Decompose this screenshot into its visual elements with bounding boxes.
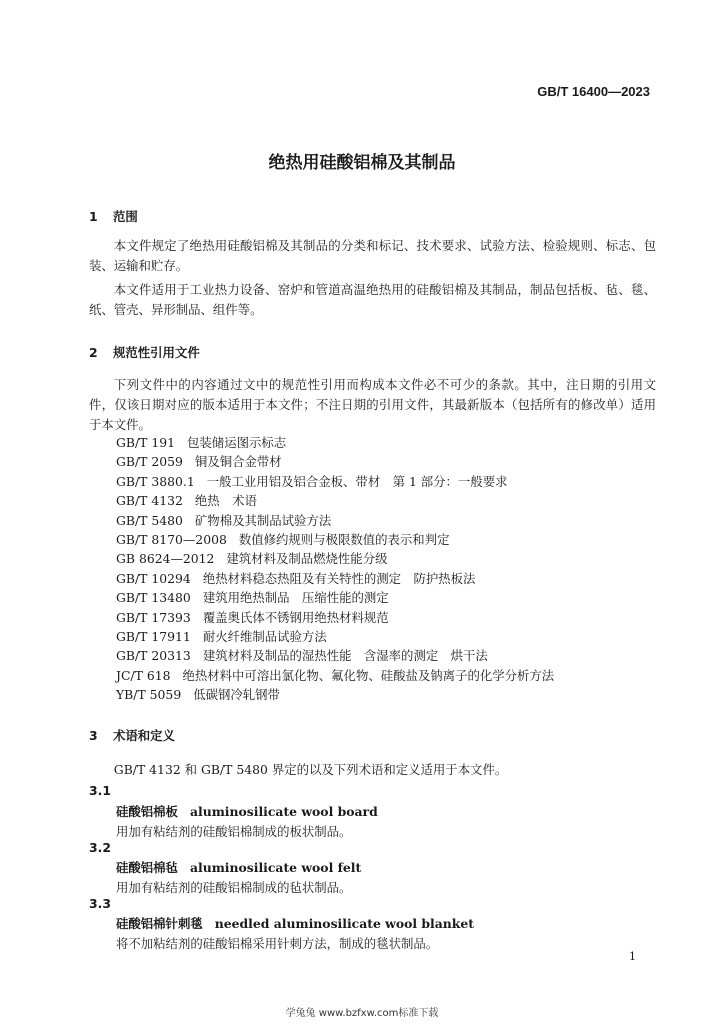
reference-item: [116, 588, 389, 608]
reference-item: [116, 491, 257, 511]
reference-title: 一般工业用铝及铝合金板、带材 第 1 部分：一般要求: [206, 473, 508, 489]
reference-title: 绝热材料中可溶出氯化物、氟化物、硅酸盐及钠离子的化学分析方法: [182, 667, 555, 683]
reference-title: 包装储运图示标志: [187, 435, 287, 450]
reference-title: 矿物棉及其制品试验方法: [194, 512, 332, 528]
scope-paragraph-1: 本文件规定了绝热用硅酸铝棉及其制品的分类和标记、技术要求、试验方法、检验规则、标志、包装、运输和贮存。: [89, 238, 656, 273]
reference-item: [116, 569, 475, 589]
reference-code: YB/T 5059: [116, 687, 182, 703]
reference-code: GB/T 5480: [116, 512, 183, 528]
reference-item: [116, 549, 387, 569]
reference-title: 数值修约规则与极限数值的表示和判定: [238, 532, 450, 547]
reference-code: GB/T 2059: [116, 454, 183, 470]
section-2-heading: [89, 343, 200, 361]
reference-item: [116, 472, 508, 492]
reference-code: JC/T 618: [116, 667, 171, 683]
reference-item: [116, 685, 280, 705]
reference-title: 耐火纤维制品试验方法: [202, 629, 327, 644]
reference-item: [116, 433, 286, 453]
term-definition: 用加有粘结剂的硅酸铝棉制成的板状制品。: [116, 824, 352, 839]
footer-watermark-link[interactable]: 学兔兔 www.bzfxw.com标准下载: [285, 1008, 439, 1019]
section-title: 范围: [113, 209, 138, 224]
page-number: 1: [629, 950, 636, 963]
section-1-heading: [89, 207, 138, 225]
reference-title: 建筑材料及制品燃烧性能分级: [226, 551, 388, 567]
term-zh: 硅酸铝棉板: [116, 804, 178, 819]
reference-code: GB/T 10294: [116, 570, 191, 586]
reference-title: 绝热 术语: [194, 493, 257, 509]
scope-paragraph-2: 本文件适用于工业热力设备、窑炉和管道高温绝热用的硅酸铝棉及其制品，制品包括板、毡、毯、纸、管壳、异形制品、组件等。: [89, 282, 656, 317]
term-en: aluminosilicate wool board: [189, 804, 378, 819]
reference-code: GB/T 20313: [116, 648, 191, 664]
term-en: aluminosilicate wool felt: [189, 860, 362, 875]
term-number: 3.1: [89, 783, 111, 798]
section-number: 1: [89, 209, 98, 224]
term-title: [116, 858, 361, 876]
reference-title: 覆盖奥氏体不锈钢用绝热材料规范: [202, 609, 389, 625]
reference-title: 建筑用绝热制品 压缩性能的测定: [202, 590, 389, 606]
reference-code: GB/T 13480: [116, 590, 191, 606]
standard-code: GB/T 16400—2023: [537, 84, 650, 99]
term-title: [116, 914, 474, 932]
reference-title: 铜及铜合金带材: [194, 454, 282, 470]
reference-item: [116, 530, 449, 550]
section-number: 2: [89, 345, 98, 360]
reference-code: GB 8624—2012: [116, 551, 215, 567]
section-title: 术语和定义: [113, 728, 175, 743]
section-number: 3: [89, 728, 98, 743]
term-title: [116, 802, 378, 820]
reference-item: [116, 646, 488, 666]
references-intro: 下列文件中的内容通过文中的规范性引用而构成本文件必不可少的条款。其中，注日期的引用文件，仅该日期对应的版本适用于本文件；不注日期的引用文件，其最新版本（包括所有的修改单）适用于本文件。: [89, 377, 656, 432]
reference-code: GB/T 17911: [116, 629, 191, 644]
reference-code: GB/T 8170—2008: [116, 532, 227, 547]
terms-intro: GB/T 4132 和 GB/T 5480 界定的以及下列术语和定义适用于本文件。: [113, 762, 508, 777]
section-title: 规范性引用文件: [113, 345, 200, 360]
term-definition: 用加有粘结剂的硅酸铝棉制成的毡状制品。: [116, 880, 352, 895]
reference-item: [116, 627, 327, 647]
term-zh: 硅酸铝棉毡: [116, 860, 178, 875]
reference-item: [116, 452, 282, 472]
reference-title: 建筑材料及制品的湿热性能 含湿率的测定 烘干法: [202, 648, 488, 664]
term-number: 3.3: [89, 896, 111, 911]
term-en: needled aluminosilicate wool blanket: [214, 916, 474, 931]
reference-item: [116, 511, 331, 531]
reference-item: [116, 666, 554, 686]
reference-code: GB/T 191: [116, 435, 176, 450]
reference-item: [116, 608, 389, 628]
term-number: 3.2: [89, 840, 111, 855]
document-title: 绝热用硅酸铝棉及其制品: [268, 153, 456, 173]
reference-title: 低碳钢冷轧钢带: [193, 687, 280, 703]
reference-code: GB/T 17393: [116, 609, 191, 625]
section-3-heading: [89, 726, 175, 744]
reference-code: GB/T 3880.1: [116, 473, 195, 489]
reference-title: 绝热材料稳态热阻及有关特性的测定 防护热板法: [202, 570, 476, 586]
term-definition: 将不加粘结剂的硅酸铝棉采用针刺方法，制成的毯状制品。: [116, 936, 439, 951]
term-zh: 硅酸铝棉针刺毯: [116, 916, 203, 931]
reference-code: GB/T 4132: [116, 493, 183, 509]
